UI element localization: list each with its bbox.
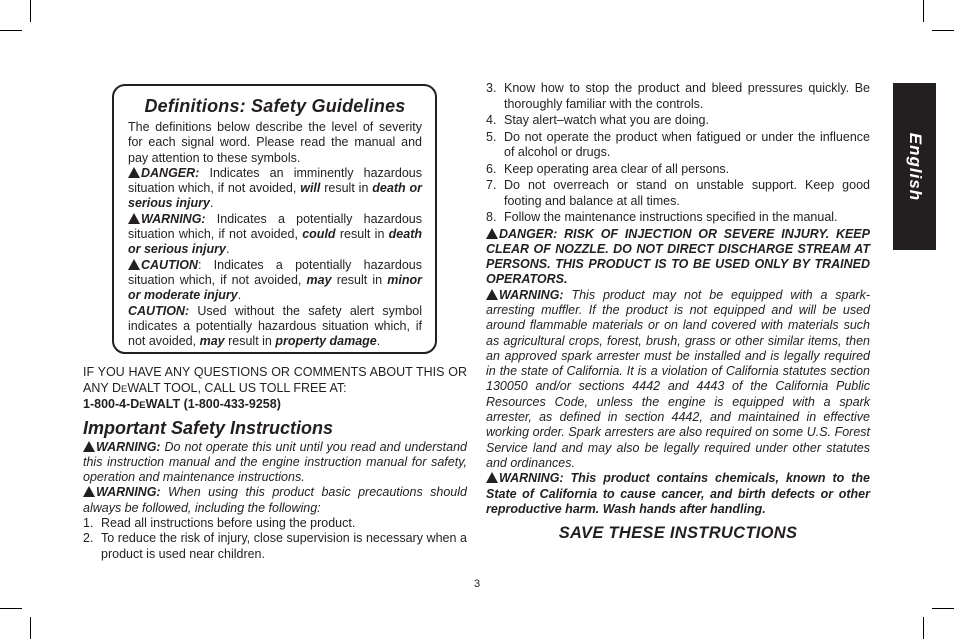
crop-mark	[30, 0, 31, 22]
crop-mark	[923, 617, 924, 639]
phone-number: 1-800-4-DEWALT (1-800-433-9258)	[83, 397, 281, 411]
definitions-intro: The definitions below describe the level of severity for each signal word. Please read the manual and pay attention to these symbols.	[128, 120, 422, 165]
instruction-list-part1	[83, 516, 467, 563]
contact-info: IF YOU HAVE ANY QUESTIONS OR COMMENTS ABOUT THIS OR ANY DEWALT TOOL, CALL US TOLL FREE AT: 1-800-4-DEWALT (1-800-433-9258)	[83, 365, 467, 411]
warning-chemicals: WARNING: This product contains chemicals, known to the State of California to cause cancer, and birth defects or other reproductive harm. Wash hands after handling.	[486, 471, 870, 516]
language-tab	[893, 83, 936, 250]
right-column	[486, 80, 870, 543]
definition-caution: CAUTION: Indicates a potentially hazardous situation which, if not avoided, may result in minor or moderate injury.	[128, 257, 422, 303]
list-item: 3. Know how to stop the product and bleed pressures quickly. Be thoroughly familiar with the controls.	[486, 81, 870, 111]
list-item: 1. Read all instructions before using the product.	[83, 515, 356, 530]
list-item: 7. Do not overreach or stand on unstable support. Keep good footing and balance at all times.	[486, 178, 870, 208]
definition-caution-no-symbol: CAUTION: Used without the safety alert symbol indicates a potentially hazardous situation which, if not avoided, may result in property damage.	[128, 303, 422, 349]
warning-read-manual: WARNING: Do not operate this unit until you read and understand this instruction manual and the engine instruction manual for safety, operation and maintenance instructions.	[83, 439, 467, 485]
crop-mark	[0, 30, 22, 31]
crop-mark	[0, 608, 22, 609]
crop-mark	[932, 30, 954, 31]
crop-mark	[923, 0, 924, 22]
list-item: 4. Stay alert–watch what you are doing.	[486, 113, 709, 127]
warning-basic-precautions: WARNING: When using this product basic precautions should always be followed, including the following:	[83, 485, 467, 515]
definition-warning: WARNING: Indicates a potentially hazardous situation which, if not avoided, could result in death or serious injury.	[128, 211, 422, 257]
warning-triangle-icon	[83, 486, 95, 497]
warning-triangle-icon	[128, 259, 140, 270]
definition-danger: DANGER: Indicates an imminently hazardous situation which, if not avoided, will result in death or serious injury.	[128, 165, 422, 211]
warning-triangle-icon	[486, 228, 498, 239]
save-instructions-heading: SAVE THESE INSTRUCTIONS	[558, 524, 798, 543]
list-item: 2. To reduce the risk of injury, close supervision is necessary when a product is used near children.	[83, 531, 467, 561]
important-title: Important Safety Instructions	[83, 417, 334, 438]
list-item: 6. Keep operating area clear of all persons.	[486, 161, 730, 176]
language-tab-label: English	[905, 132, 925, 201]
left-column	[83, 365, 467, 562]
warning-spark-arrester: WARNING: This product may not be equipped with a spark-arresting muffler. If the product is not equipped and will be used around flammable materials or on land covered with materials such as agricultural crops, forest, brush, grass or other similar items, then an approved spark arrester must be installed and is legally required in the state of California. It is a violation of California statutes section 130050 and/or sections 4442 and 4443 of the California Public Resources Code, unless the engine is equipped with a spark arrester, as defined in section 4442, and maintained in effective working order. Spark arresters are also required on some U.S. Forest Service land and may also be legally required under other statutes and ordinances.	[486, 287, 870, 470]
warning-triangle-icon	[486, 289, 498, 300]
definitions-title: Definitions: Safety Guidelines	[144, 96, 406, 116]
crop-mark	[30, 617, 31, 639]
list-item: 8. Follow the maintenance instructions specified in the manual.	[486, 210, 838, 224]
warning-triangle-icon	[128, 213, 140, 224]
page-number: 3	[473, 578, 481, 590]
list-item: 5. Do not operate the product when fatigued or under the influence of alcohol or drugs.	[486, 129, 870, 159]
warning-triangle-icon	[83, 441, 95, 452]
definitions-box	[112, 84, 437, 354]
crop-mark	[932, 608, 954, 609]
danger-injection: DANGER: RISK OF INJECTION OR SEVERE INJURY. KEEP CLEAR OF NOZZLE. DO NOT DIRECT DISCHARGE STREAM AT PERSONS. THIS PRODUCT IS TO BE USED ONLY BY TRAINED OPERATORS.	[486, 226, 870, 287]
warning-triangle-icon	[128, 167, 140, 178]
instruction-list-part2	[486, 81, 870, 226]
warning-triangle-icon	[486, 472, 498, 483]
